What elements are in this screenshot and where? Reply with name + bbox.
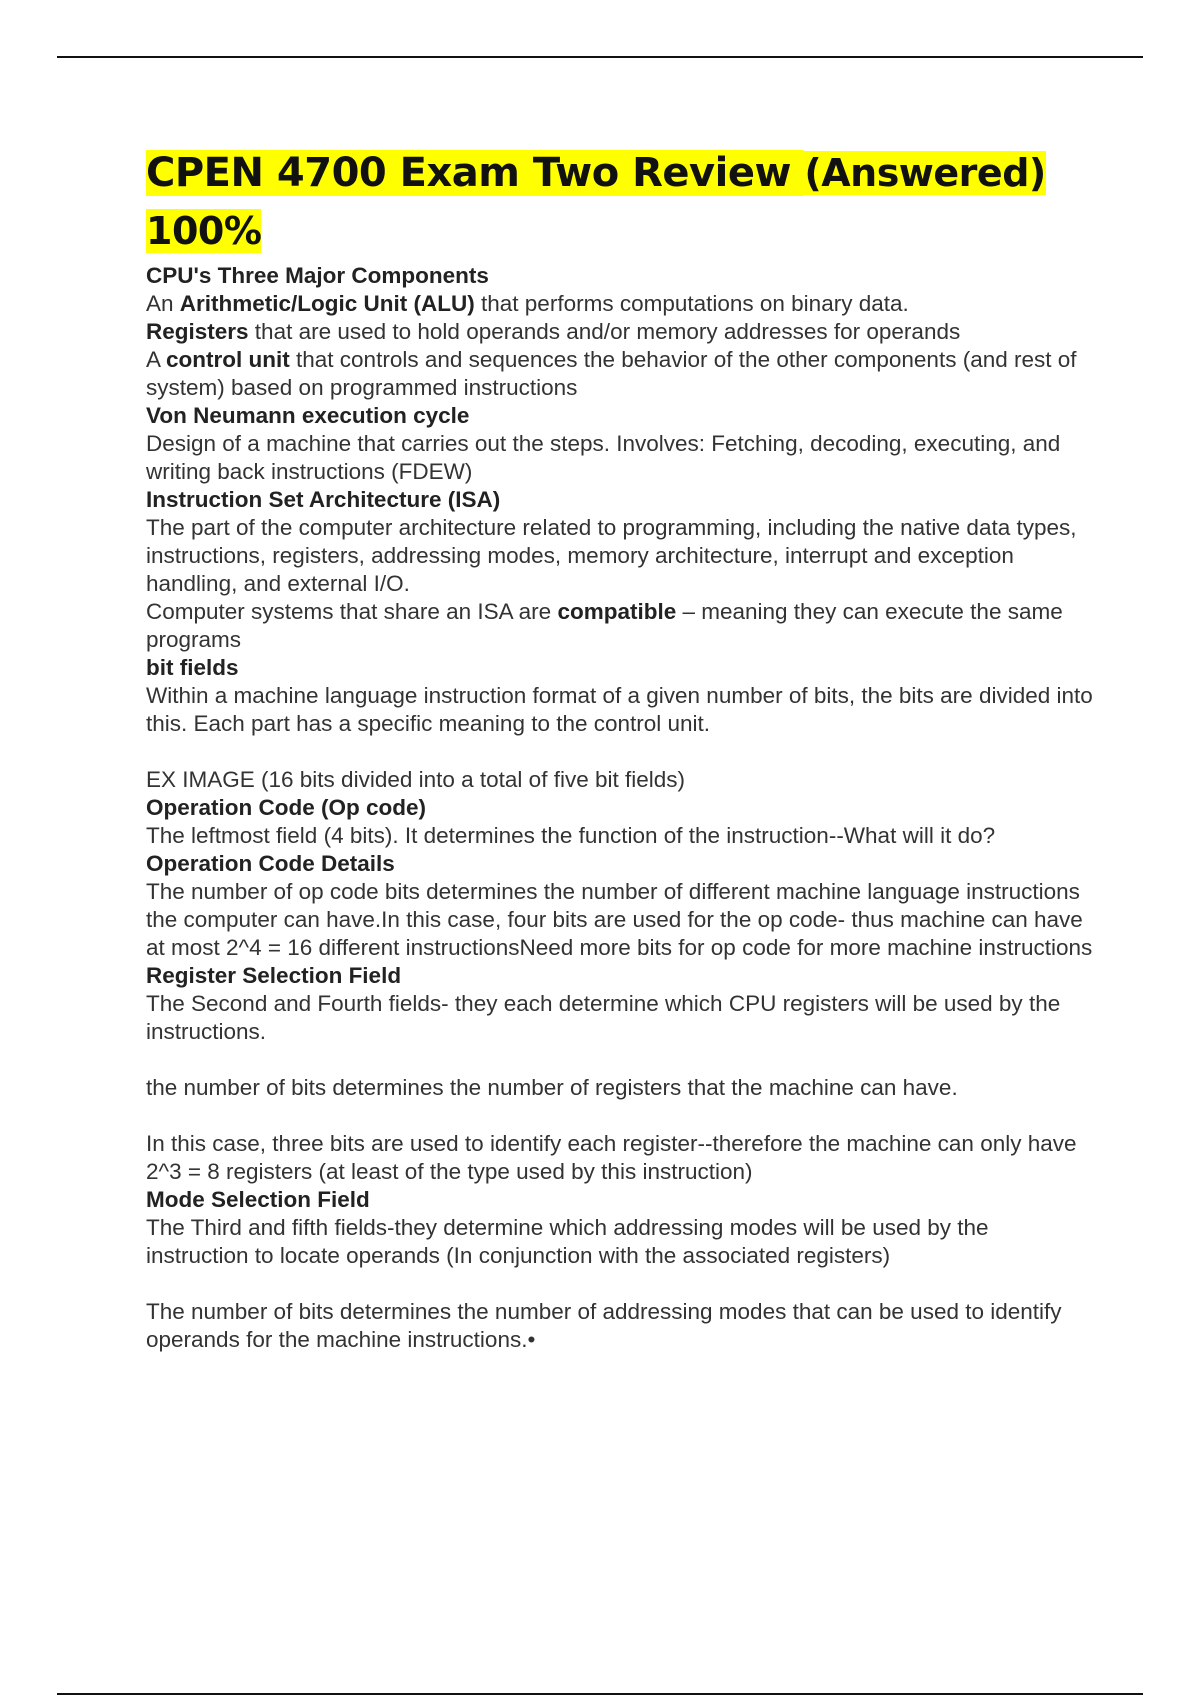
review-entry xyxy=(146,262,1096,402)
entry-definition xyxy=(146,430,1096,486)
definition-keyword: compatible xyxy=(557,599,677,624)
paragraph-gap xyxy=(146,1102,1096,1130)
review-entry xyxy=(146,962,1096,1186)
definition-text: EX IMAGE (16 bits divided into a total of five bit fields) xyxy=(146,767,686,792)
entry-definition xyxy=(146,514,1096,598)
paragraph-gap xyxy=(146,1046,1096,1074)
entry-term: bit fields xyxy=(146,655,239,680)
definition-keyword: Registers xyxy=(146,319,249,344)
entry-definition xyxy=(146,318,1096,346)
footer-rule xyxy=(57,1693,1143,1695)
entry-definition xyxy=(146,990,1096,1046)
definition-text: The number of bits determines the number of addressing modes that can be used to identify operands for the machine instructions.• xyxy=(146,1299,1062,1352)
entry-definition xyxy=(146,598,1096,654)
title-highlight-main: CPEN 4700 Exam Two Review xyxy=(146,150,805,196)
definition-text: The number of op code bits determines the number of different machine language instructions the computer can have.In this case, four bits are used for the op code- thus machine can have at most 2^4 = 16 different instructionsNeed more bits for op code for more machine instructions xyxy=(146,879,1093,960)
definition-text: A xyxy=(146,347,167,372)
definition-text: The Third and fifth fields-they determine which addressing modes will be used by the instruction to locate operands (In conjunction with the associated registers) xyxy=(146,1215,989,1268)
entry-definition xyxy=(146,290,1096,318)
entry-term: Operation Code (Op code) xyxy=(146,795,427,820)
definition-keyword: control unit xyxy=(166,347,290,372)
definition-text: – meaning they can execute the same programs xyxy=(146,599,1063,652)
definition-text: that performs computations on binary data. xyxy=(474,291,909,316)
document-body xyxy=(146,144,1096,1354)
review-entry xyxy=(146,1186,1096,1354)
paragraph-gap xyxy=(146,738,1096,766)
title-highlight-suffix: (Answered) 100% xyxy=(146,151,1046,253)
entry-definition xyxy=(146,1130,1096,1186)
entry-term: Operation Code Details xyxy=(146,851,395,876)
definition-text: The part of the computer architecture related to programming, including the native data types, instructions, registers, addressing modes, memory architecture, interrupt and exception handling, and external I/O. xyxy=(146,515,1077,596)
header-rule xyxy=(57,56,1143,58)
paragraph-gap xyxy=(146,1270,1096,1298)
definition-text: An xyxy=(146,291,180,316)
document-title xyxy=(146,144,1096,260)
entry-definition xyxy=(146,1298,1096,1354)
review-entries xyxy=(146,262,1096,1354)
entry-definition xyxy=(146,1074,1096,1102)
entry-definition xyxy=(146,822,1096,850)
definition-text: Computer systems that share an ISA are xyxy=(146,599,558,624)
entry-term: Instruction Set Architecture (ISA) xyxy=(146,487,501,512)
definition-text: In this case, three bits are used to identify each register--therefore the machine can only have 2^3 = 8 registers (at least of the type used by this instruction) xyxy=(146,1131,1077,1184)
entry-definition xyxy=(146,346,1096,402)
definition-text: The Second and Fourth fields- they each determine which CPU registers will be used by the instructions. xyxy=(146,991,1061,1044)
review-entry xyxy=(146,654,1096,794)
review-entry xyxy=(146,402,1096,486)
definition-keyword: Arithmetic/Logic Unit (ALU) xyxy=(179,291,475,316)
entry-definition xyxy=(146,1214,1096,1270)
entry-definition xyxy=(146,766,1096,794)
definition-text: Within a machine language instruction format of a given number of bits, the bits are divided into this. Each part has a specific meaning to the control unit. xyxy=(146,683,1093,736)
review-entry xyxy=(146,794,1096,850)
definition-text: The leftmost field (4 bits). It determines the function of the instruction--What will it do? xyxy=(146,823,996,848)
entry-term: Mode Selection Field xyxy=(146,1187,370,1212)
review-entry xyxy=(146,850,1096,962)
review-entry xyxy=(146,486,1096,654)
entry-definition xyxy=(146,682,1096,738)
definition-text: that controls and sequences the behavior of the other components (and rest of system) based on programmed instructions xyxy=(146,347,1077,400)
entry-term: Register Selection Field xyxy=(146,963,402,988)
definition-text: that are used to hold operands and/or memory addresses for operands xyxy=(248,319,961,344)
entry-definition xyxy=(146,878,1096,962)
entry-term: Von Neumann execution cycle xyxy=(146,403,470,428)
entry-term: CPU's Three Major Components xyxy=(146,263,489,288)
definition-text: Design of a machine that carries out the steps. Involves: Fetching, decoding, executing, and writing back instructions (FDEW) xyxy=(146,431,1061,484)
definition-text: the number of bits determines the number of registers that the machine can have. xyxy=(146,1075,958,1100)
